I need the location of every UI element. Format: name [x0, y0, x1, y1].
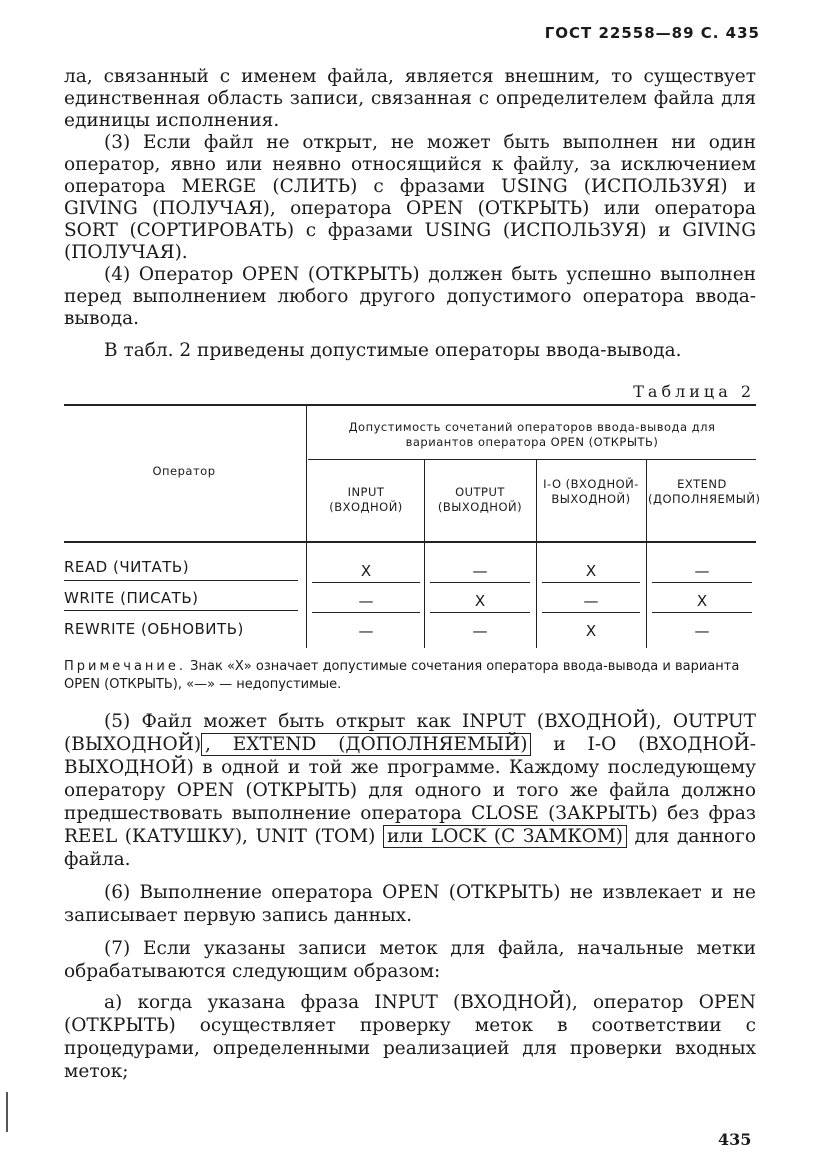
boxed-lock-phrase: или LOCK (С ЗАМКОМ)	[383, 825, 627, 848]
table-cell: —	[694, 562, 710, 580]
body-bottom	[64, 710, 756, 1083]
cell-rule	[652, 582, 752, 583]
column-header-input: INPUT (ВХОДНОЙ)	[329, 485, 403, 514]
note-label: Примечание.	[64, 659, 187, 674]
group-column-header: Допустимость сочетаний операторов ввода-вывода для вариантов оператора OPEN (ОТКРЫТЬ)	[348, 420, 716, 449]
paragraph-3: (3) Если файл не открыт, не может быть выполнен ни один оператор, явно или неявно относящийся к файлу, за исключением оператора MERGE (СЛИТЬ) с фразами USING (ИСПОЛЬЗУЯ) и GIVING (ПОЛУЧАЯ), оператора OPEN (ОТКРЫТЬ) или оператора SORT (СОРТИРОВАТЬ) с фразами USING (ИСПОЛЬЗУЯ) и GIVING (ПОЛУЧАЯ).	[64, 132, 756, 263]
table-vrule	[424, 460, 425, 648]
table-note	[64, 658, 756, 694]
cell-rule	[312, 582, 420, 583]
row-underline	[64, 580, 298, 581]
table-cell: —	[472, 562, 488, 580]
body-top	[64, 66, 756, 362]
table-caption: Таблица 2	[633, 382, 755, 401]
cell-rule	[430, 582, 530, 583]
cell-rule	[542, 582, 640, 583]
table-cell: X	[474, 592, 486, 610]
cell-rule	[430, 612, 530, 613]
cell-rule	[312, 612, 420, 613]
operator-column-header: Оператор	[152, 464, 216, 478]
table-vrule	[306, 404, 307, 648]
table-vrule	[646, 460, 647, 648]
paragraph-continuation: ла, связанный с именем файла, является внешним, то существует единственная область записи, связанная с определителем файла для единицы исполнения.	[64, 66, 756, 131]
table-row-operator: READ (ЧИТАТЬ)	[64, 558, 190, 576]
column-header-output: OUTPUT (ВЫХОДНОЙ)	[437, 485, 523, 514]
table-cell: X	[585, 562, 597, 580]
paragraph-6: (6) Выполнение оператора OPEN (ОТКРЫТЬ) не извлекает и не записывает первую запись данных.	[64, 882, 756, 926]
table-cell: —	[358, 622, 374, 640]
table-cell: X	[696, 592, 708, 610]
paragraph-7a: а) когда указана фраза INPUT (ВХОДНОЙ), оператор OPEN (ОТКРЫТЬ) осуществляет проверку меток в соответствии с процедурами, определенными реализацией для проверки входных меток;	[64, 992, 756, 1082]
table-row-operator: REWRITE (ОБНОВИТЬ)	[64, 620, 244, 638]
para5-part-b: и I-O (ВХОДНОЙ-ВЫХОДНОЙ) в одной и той же программе. Каждому последующему оператору OPEN (ОТКРЫТЬ) для одного и того же файла должно предшествовать выполнение оператора CLOSE (ЗАКРЫТЬ) без фраз REEL (КАТУШКУ), UNIT (ТОМ)	[64, 734, 756, 847]
para5-part-c: для данного файла.	[64, 826, 756, 870]
table-cell: X	[585, 622, 597, 640]
margin-mark	[6, 1092, 8, 1132]
cell-rule	[542, 612, 640, 613]
paragraph-4: (4) Оператор OPEN (ОТКРЫТЬ) должен быть успешно выполнен перед выполнением любого другого допустимого оператора ввода-вывода.	[64, 264, 756, 329]
table-vrule	[536, 460, 537, 648]
paragraph-5	[64, 710, 756, 871]
paragraph-7: (7) Если указаны записи меток для файла, начальные метки обрабатываются следующим образом:	[64, 938, 756, 982]
table-cell: X	[360, 562, 372, 580]
table-top-rule	[64, 404, 756, 406]
boxed-extend-phrase: , EXTEND (ДОПОЛНЯЕМЫЙ)	[201, 733, 531, 756]
table-cell: —	[694, 622, 710, 640]
paragraph-table-intro: В табл. 2 приведены допустимые операторы ввода-вывода.	[104, 340, 682, 361]
column-header-extend: EXTEND (ДОПОЛНЯЕМЫЙ)	[648, 477, 761, 506]
page-number: 435	[718, 1130, 752, 1149]
table-header-rule	[64, 541, 756, 543]
table-cell: —	[358, 592, 374, 610]
cell-rule	[652, 612, 752, 613]
table-group-rule	[308, 459, 756, 460]
table-cell: —	[583, 592, 599, 610]
note-text: Знак «X» означает допустимые сочетания оператора ввода-вывода и варианта OPEN (ОТКРЫТЬ), «—» — недопустимые.	[64, 659, 740, 692]
running-header: ГОСТ 22558—89 С. 435	[544, 24, 760, 42]
para5-part-a: (5) Файл может быть открыт как INPUT (ВХОДНОЙ), OUTPUT (ВЫХОДНОЙ)	[64, 711, 756, 755]
column-header-io: I-O (ВХОДНОЙ-ВЫХОДНОЙ)	[543, 477, 639, 506]
table-cell: —	[472, 622, 488, 640]
row-underline	[64, 610, 298, 611]
table-row-operator: WRITE (ПИСАТЬ)	[64, 589, 199, 607]
